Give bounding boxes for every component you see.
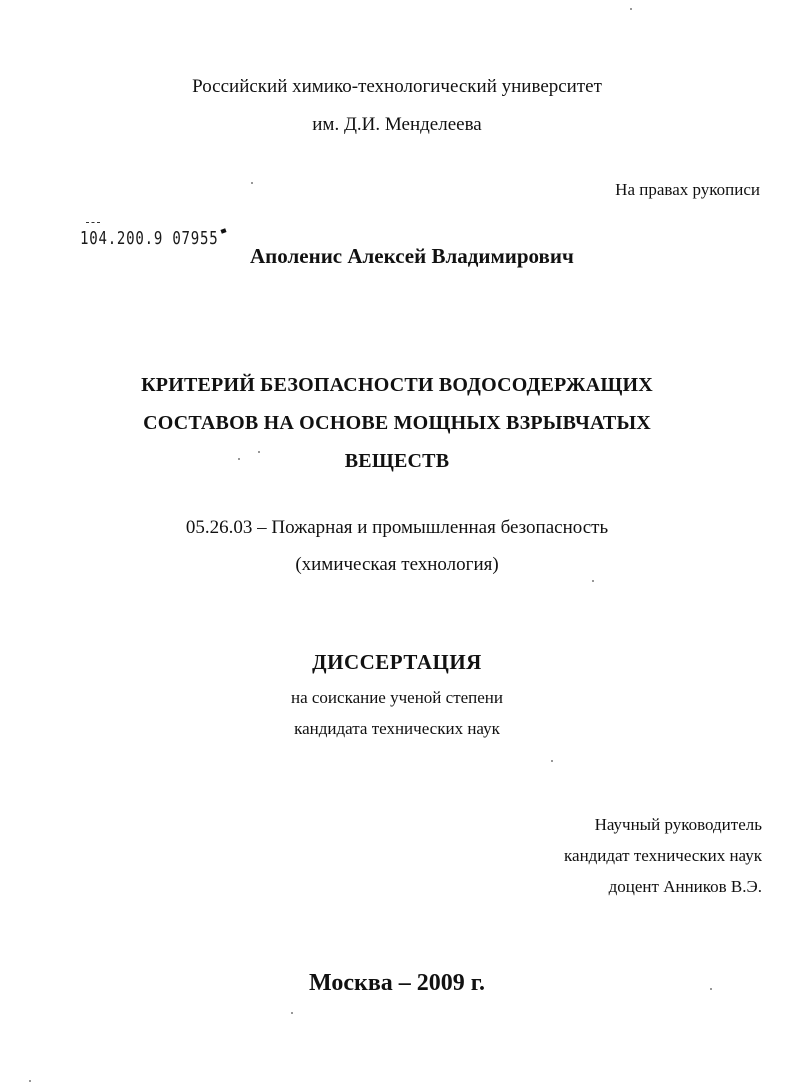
manuscript-note: На правах рукописи: [615, 180, 760, 199]
scan-speck: [258, 451, 260, 453]
university-dedication: им. Д.И. Менделеева: [312, 114, 482, 135]
scan-speck: [592, 580, 594, 582]
scan-speck: [710, 988, 712, 990]
scan-speck: [630, 8, 632, 10]
catalog-stamp: 104.200.9 07955: [80, 228, 219, 249]
stamp-mark: [220, 228, 226, 233]
scan-speck: [238, 458, 240, 460]
scan-speck: [291, 1012, 293, 1014]
supervisor-name: доцент Анников В.Э.: [608, 877, 762, 896]
supervisor-degree: кандидат технических наук: [564, 846, 762, 865]
degree-line-2: кандидата технических наук: [294, 719, 500, 738]
scan-speck: [551, 760, 553, 762]
document-type-heading: ДИССЕРТАЦИЯ: [312, 650, 482, 674]
title-line-3: ВЕЩЕСТВ: [344, 450, 450, 472]
degree-line-1: на соискание ученой степени: [290, 688, 504, 707]
university-name: Российский химико-технологический университет: [192, 76, 602, 97]
scan-speck: [29, 1080, 31, 1082]
specialty-code: 05.26.03 – Пожарная и промышленная безопасность: [185, 517, 609, 538]
supervisor-role: Научный руководитель: [594, 815, 762, 834]
title-line-1: КРИТЕРИЙ БЕЗОПАСНОСТИ ВОДОСОДЕРЖАЩИХ: [141, 374, 653, 396]
stamp-dashes: [86, 222, 100, 225]
author-name: Аполенис Алексей Владимирович: [250, 244, 574, 268]
title-line-2: СОСТАВОВ НА ОСНОВЕ МОЩНЫХ ВЗРЫВЧАТЫХ: [143, 412, 651, 434]
specialty-branch: (химическая технология): [295, 554, 499, 575]
scan-speck: [251, 182, 253, 184]
city-year: Москва – 2009 г.: [309, 970, 485, 996]
